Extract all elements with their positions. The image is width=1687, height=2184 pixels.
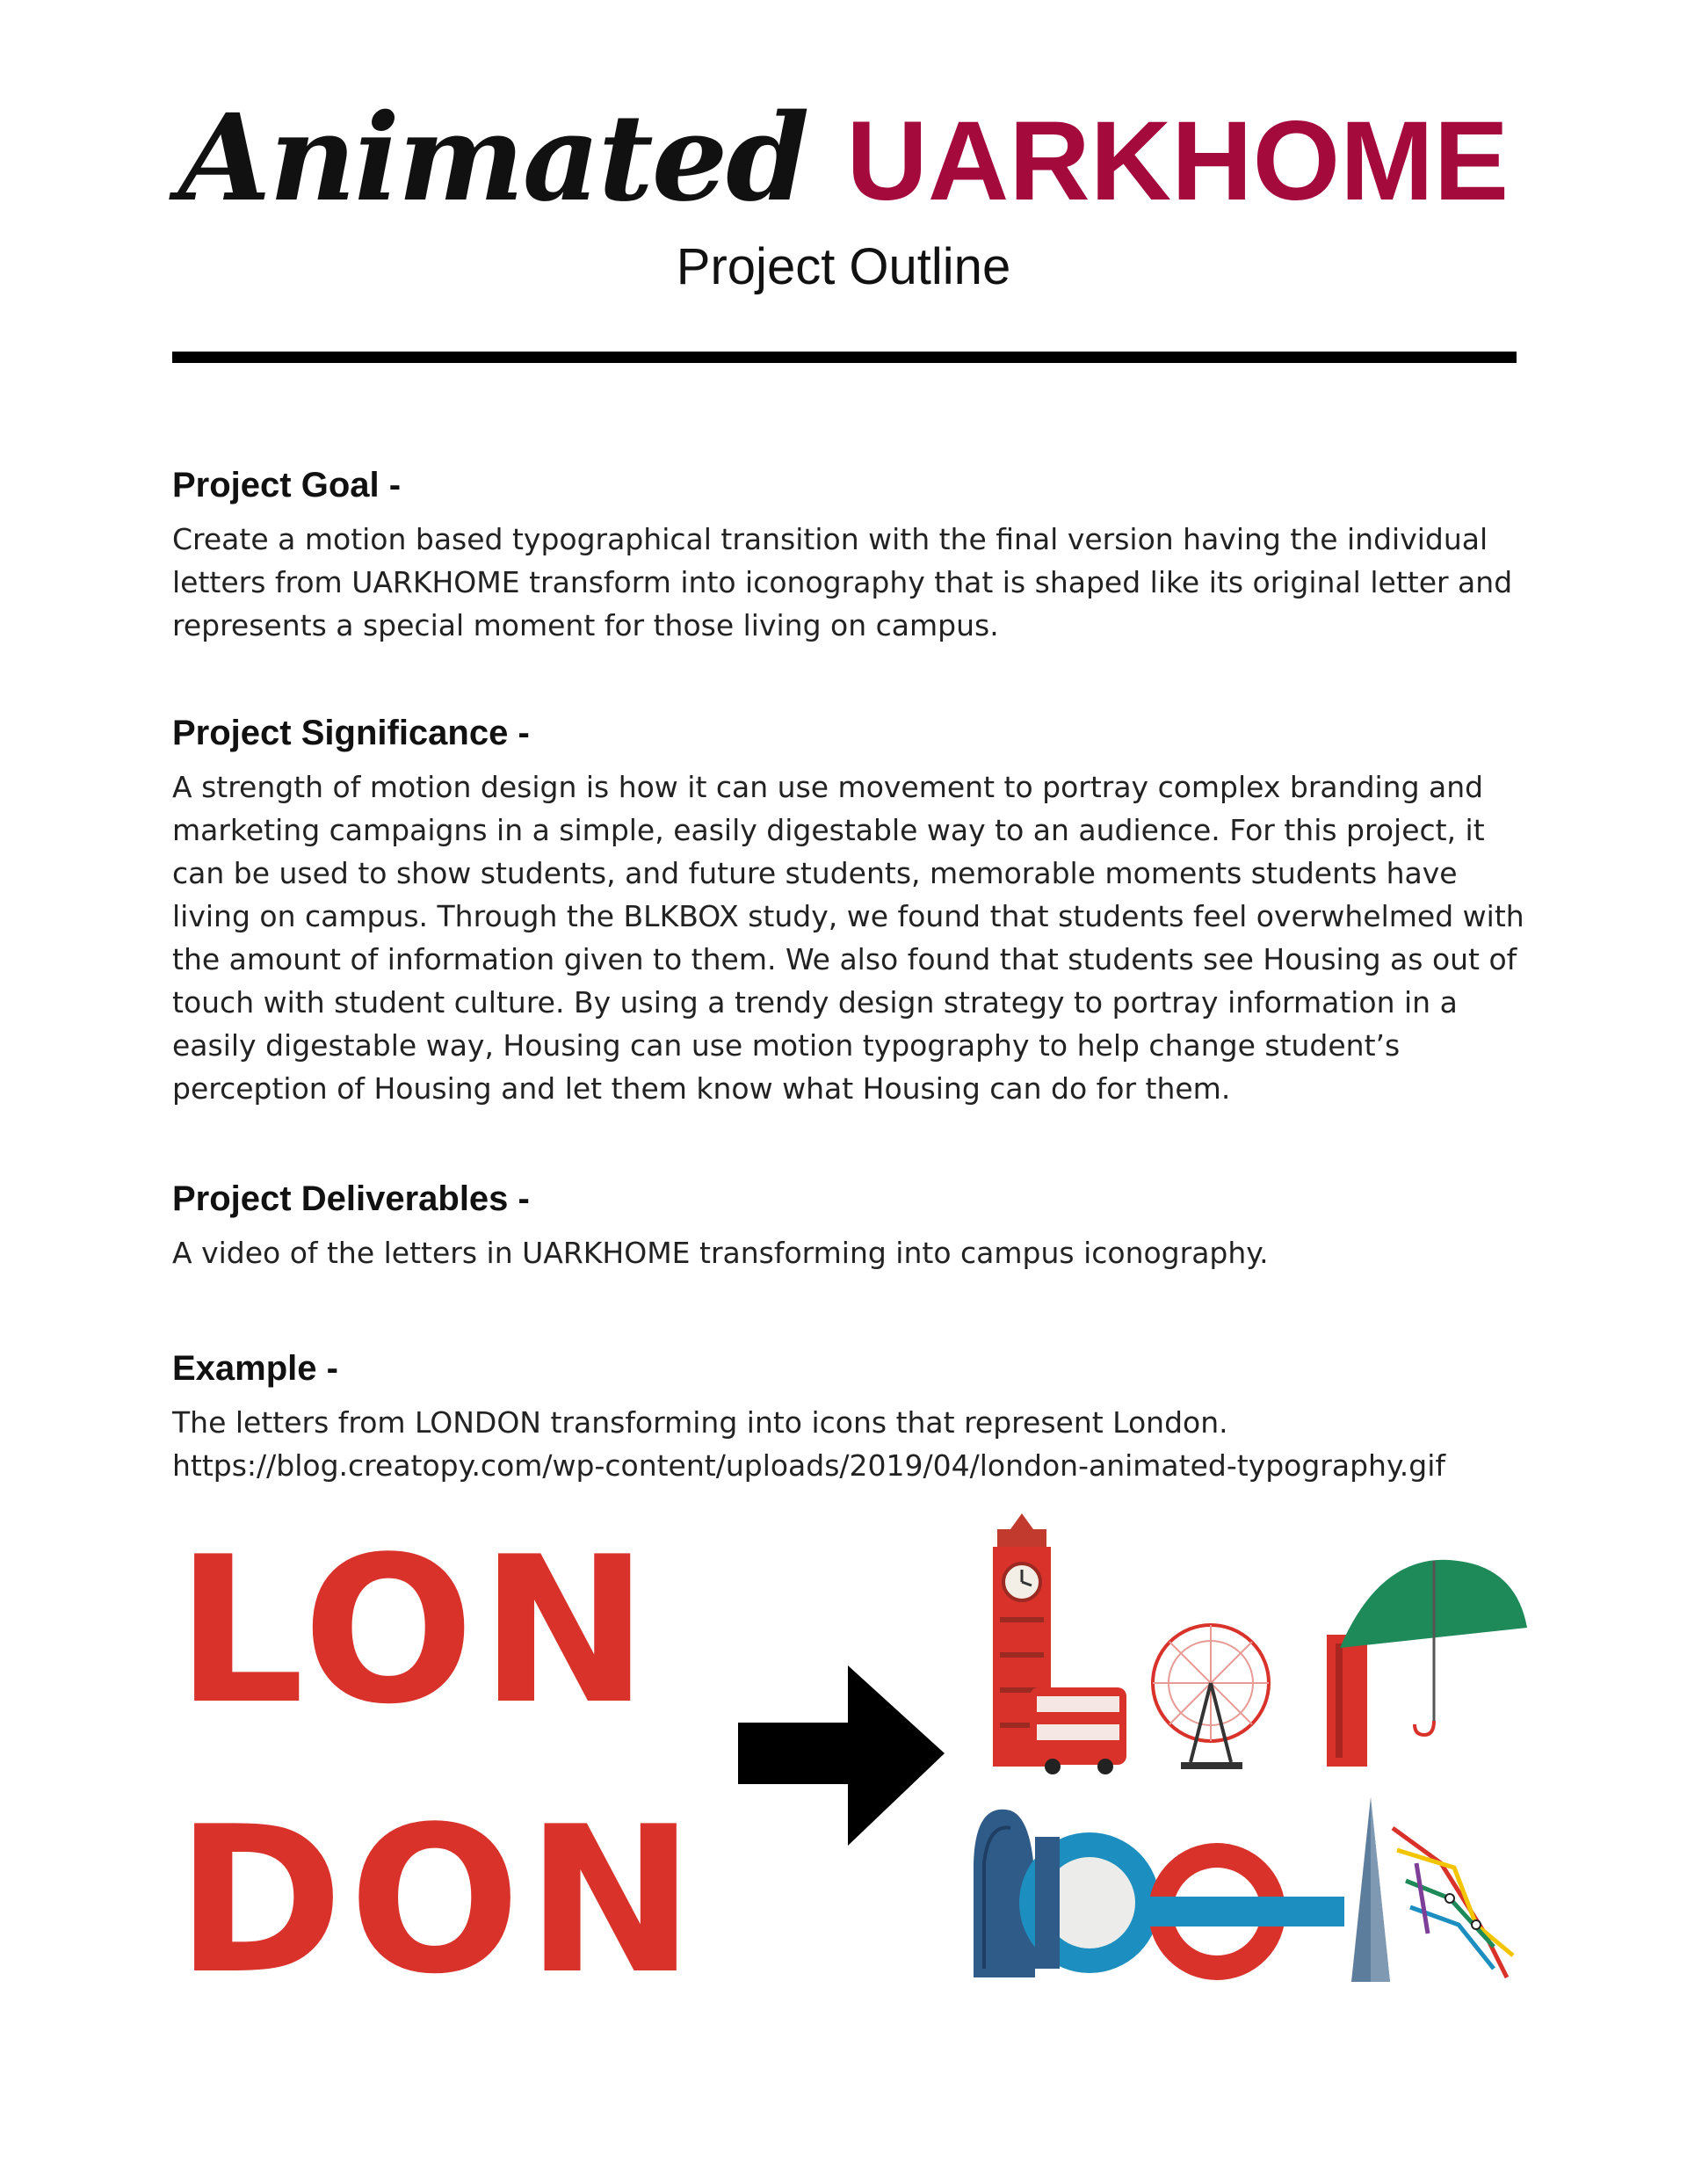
header-divider: [172, 352, 1517, 363]
section-deliverables-body: A video of the letters in UARKHOME transforming into campus iconography.: [172, 1236, 1269, 1270]
gherkin-icon: [974, 1810, 1035, 1977]
section-goal-heading: Project Goal -: [172, 466, 402, 504]
tube-map-icon: [1393, 1828, 1513, 1977]
double-decker-bus-icon: [1030, 1687, 1126, 1774]
section-example-heading: Example -: [172, 1349, 338, 1388]
section-significance: [172, 714, 1525, 1110]
london-eye-icon: [1153, 1625, 1269, 1769]
document-header: [0, 88, 1687, 296]
title-animated-word: Animated: [177, 88, 808, 229]
section-goal: [172, 466, 1525, 647]
shard-icon: [1351, 1797, 1390, 1982]
word-don: DON: [176, 1784, 700, 2019]
section-goal-body: Create a motion based typographical transition with the final version having the individual letters from UARKHOME transform into iconography that is shaped like its original letter and represents a special moment for those living on campus.: [172, 522, 1513, 642]
section-example-url[interactable]: https://blog.creatopy.com/wp-content/uploads/2019/04/london-animated-typography.gif: [172, 1448, 1446, 1483]
umbrella-icon: [1327, 1560, 1527, 1767]
section-example: [172, 1349, 1525, 1487]
section-significance-body: A strength of motion design is how it can use movement to portray complex branding and marketing campaigns in a simple, easily digestable way to an audience. For this project, it can be used to show students, and future students, memorable moments students have living on campus. Through the BLKBOX study, we found that students feel overwhelmed with the amount of information given to them. We also found that students see Housing as out of touch with student culture. By using a trendy design strategy to portray information in a easily digestable way, Housing can use motion typography to help change student’s perception of Housing and let them know what Housing can do for them.: [172, 770, 1524, 1106]
big-ben-icon: [993, 1513, 1051, 1767]
section-deliverables: [172, 1179, 1525, 1274]
title-brand-word: UARKHOME: [846, 98, 1510, 224]
word-lon: LON: [176, 1514, 655, 1749]
document-subtitle: Project Outline: [676, 238, 1011, 295]
section-deliverables-heading: Project Deliverables -: [172, 1179, 530, 1218]
section-example-body: The letters from LONDON transforming into icons that represent London.: [172, 1405, 1228, 1440]
arrow-right-icon: [738, 1665, 945, 1846]
document-title: [0, 88, 1687, 229]
underground-roundel-icon: [1147, 1843, 1344, 1980]
d-ring-icon: [1019, 1832, 1160, 1973]
section-significance-heading: Project Significance -: [172, 714, 530, 752]
